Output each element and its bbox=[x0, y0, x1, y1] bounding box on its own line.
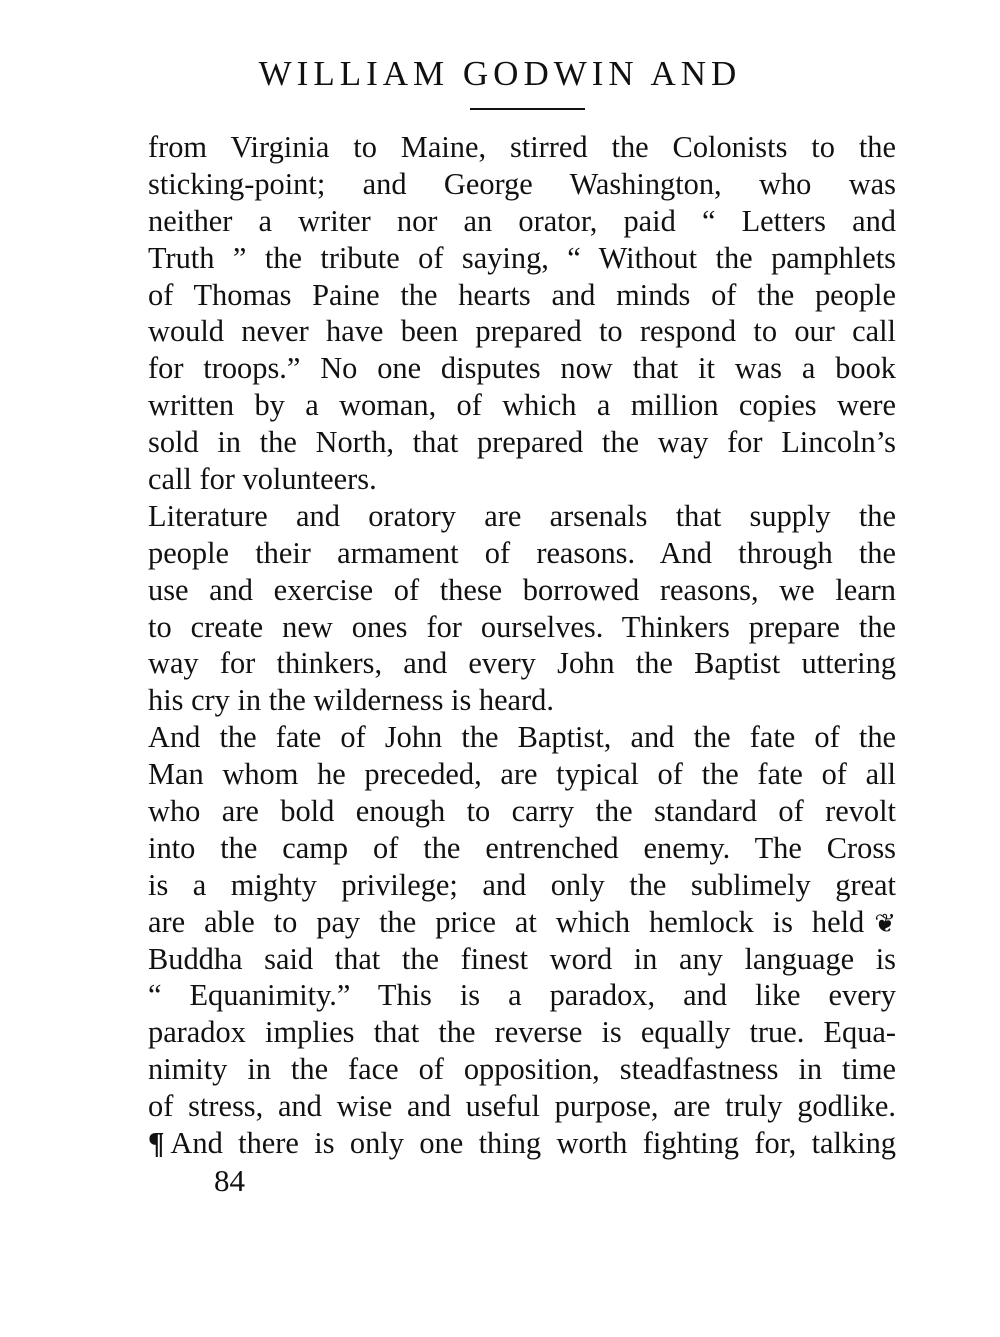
text-line: neither a writer nor an orator, paid “ Letters and bbox=[148, 203, 896, 238]
line-text: are able to pay the price at which hemlock is held bbox=[148, 904, 865, 939]
header-rule bbox=[470, 108, 585, 110]
text-line-with-ornament bbox=[148, 904, 896, 941]
text-line: use and exercise of these borrowed reasons, we learn bbox=[148, 572, 896, 607]
body-text bbox=[148, 129, 896, 1162]
text-line: sold in the North, that prepared the way for Lincoln’s bbox=[148, 425, 896, 460]
text-line: of Thomas Paine the hearts and minds of the people bbox=[148, 277, 896, 312]
text-line: would never have been prepared to respond to our call bbox=[148, 314, 896, 349]
page-number: 84 bbox=[214, 1163, 245, 1198]
text-line: paradox implies that the reverse is equally true. Equa- bbox=[148, 1015, 896, 1050]
text-line: nimity in the face of opposition, steadfastness in time bbox=[148, 1052, 896, 1087]
running-head: WILLIAM GODWIN AND bbox=[258, 54, 742, 93]
text-line: into the camp of the entrenched enemy. The Cross bbox=[148, 830, 896, 865]
text-line: Buddha said that the finest word in any language is bbox=[148, 941, 896, 976]
text-line: who are bold enough to carry the standard of revolt bbox=[148, 794, 896, 829]
text-line: “ Equanimity.” This is a paradox, and like every bbox=[148, 978, 896, 1013]
text-line-with-pilcrow bbox=[148, 1125, 896, 1162]
text-line: Truth ” the tribute of saying, “ Without the pamphlets bbox=[148, 240, 896, 275]
paragraph-end-line: his cry in the wilderness is heard. bbox=[148, 683, 554, 718]
text-line: written by a woman, of which a million copies were bbox=[148, 388, 896, 423]
text-line: Literature and oratory are arsenals that supply the bbox=[148, 498, 896, 533]
text-line: is a mighty privilege; and only the sublimely great bbox=[148, 867, 896, 902]
text-line: people their armament of reasons. And through the bbox=[148, 535, 896, 570]
text-line: for troops.” No one disputes now that it was a book bbox=[148, 351, 896, 386]
text-line: Man whom he preceded, are typical of the fate of all bbox=[148, 757, 896, 792]
paragraph-end-line: call for volunteers. bbox=[148, 462, 377, 497]
text-line: to create new ones for ourselves. Thinkers prepare the bbox=[148, 609, 896, 644]
text-line: from Virginia to Maine, stirred the Colonists to the bbox=[148, 130, 896, 164]
text-line: way for thinkers, and every John the Baptist uttering bbox=[148, 646, 896, 681]
text-line: of stress, and wise and useful purpose, are truly godlike. bbox=[148, 1089, 896, 1124]
pilcrow-icon: ¶ bbox=[148, 1126, 165, 1161]
leaf-ornament-icon: ❦ bbox=[874, 908, 896, 938]
text-line: And the fate of John the Baptist, and the fate of the bbox=[148, 720, 896, 755]
line-text: And there is only one thing worth fighting for, talking bbox=[170, 1126, 896, 1161]
text-line: sticking-point; and George Washington, who was bbox=[148, 166, 896, 201]
